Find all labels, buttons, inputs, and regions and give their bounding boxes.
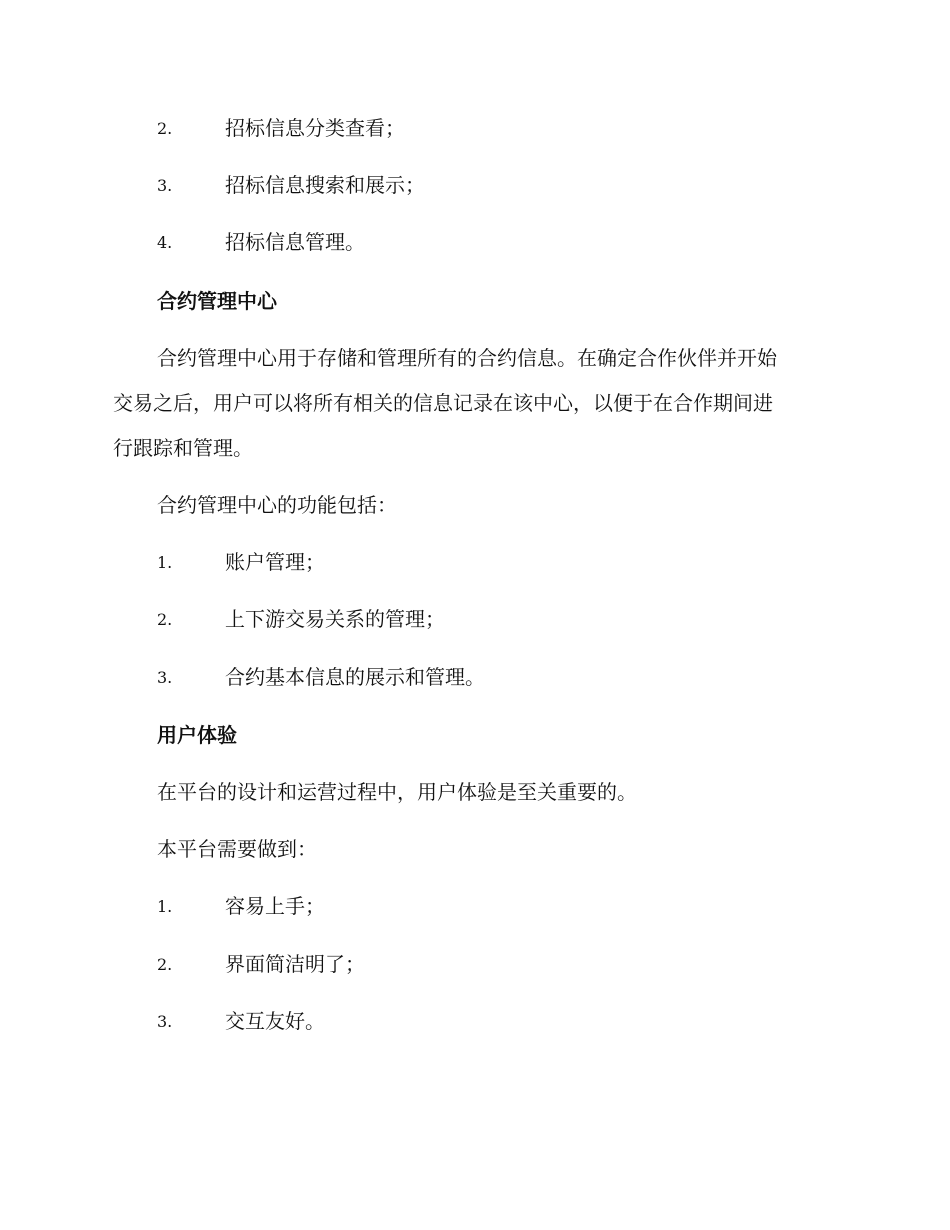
list-text: 交互友好。 <box>225 1009 325 1033</box>
paragraph-line: 交易之后，用户可以将所有相关的信息记录在该中心，以便于在合作期间进 <box>113 391 773 415</box>
list-intro: 合约管理中心的功能包括： <box>157 493 397 517</box>
list-number: 2. <box>157 119 173 138</box>
list-text: 账户管理； <box>225 550 325 574</box>
paragraph-line: 行跟踪和管理。 <box>113 436 253 460</box>
section-heading: 合约管理中心 <box>157 289 277 313</box>
list-text: 招标信息搜索和展示； <box>225 173 425 197</box>
list-number: 1. <box>157 553 173 572</box>
list-intro: 本平台需要做到： <box>157 837 317 861</box>
list-number: 2. <box>157 610 173 629</box>
list-text: 容易上手； <box>225 894 325 918</box>
list-text: 合约基本信息的展示和管理。 <box>225 665 485 689</box>
section-heading: 用户体验 <box>157 723 237 747</box>
list-text: 上下游交易关系的管理； <box>225 607 445 631</box>
list-number: 3. <box>157 176 173 195</box>
list-number: 2. <box>157 955 173 974</box>
paragraph-line: 合约管理中心用于存储和管理所有的合约信息。在确定合作伙伴并开始 <box>157 346 777 370</box>
paragraph: 在平台的设计和运营过程中，用户体验是至关重要的。 <box>157 780 637 804</box>
list-number: 3. <box>157 668 173 687</box>
list-number: 3. <box>157 1012 173 1031</box>
list-text: 招标信息管理。 <box>225 230 365 254</box>
list-text: 招标信息分类查看； <box>225 116 405 140</box>
list-number: 4. <box>157 233 173 252</box>
list-text: 界面简洁明了； <box>225 952 365 976</box>
list-number: 1. <box>157 897 173 916</box>
